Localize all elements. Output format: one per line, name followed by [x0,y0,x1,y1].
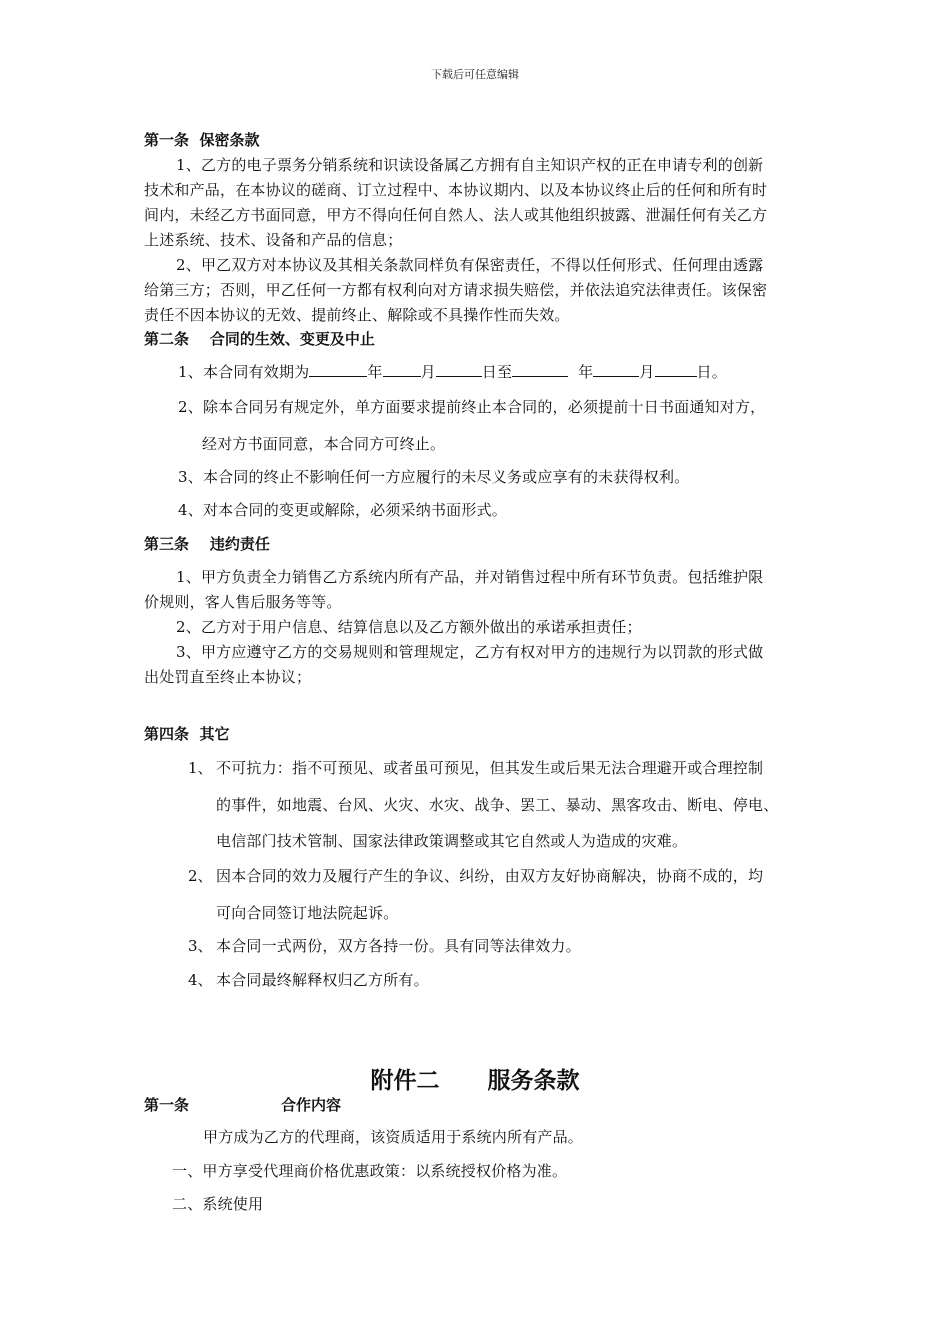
article-1-line: 责任不因本协议的无效、提前终止、解除或不具操作性而失效。 [144,306,570,324]
article-4-line: 不可抗力：指不可预见、或者虽可预见，但其发生或后果无法合理避开或合理控制 [216,759,764,777]
article-3-title: 第三条 违约责任 [144,535,270,553]
day-to-label: 日至 [481,363,513,381]
article-2-line: 经对方书面同意，本合同方可终止。 [202,435,446,453]
article-1-line: 1、乙方的电子票务分销系统和识读设备属乙方拥有自主知识产权的正在申请专利的创新 [176,156,764,174]
item-number: 1、 [188,759,213,777]
article-1-line: 技术和产品，在本协议的磋商、订立过程中、本协议期内、以及本协议终止后的任何和所有时 [144,181,768,199]
page-header: 下载后可任意编辑 [431,68,519,81]
article-4-line: 本合同最终解释权归乙方所有。 [216,971,429,989]
end-day-blank [655,362,697,377]
article-3-line: 价规则，客人售后服务等等。 [144,593,342,611]
year-label-2: 年 [578,363,594,381]
annex-title: 附件二 服务条款 [370,1068,580,1094]
article-2-line: 4、对本合同的变更或解除，必须采纳书面形式。 [178,501,507,519]
day-end-label: 日。 [696,363,727,381]
article-2-line: 2、除本合同另有规定外，单方面要求提前终止本合同的，必须提前十日书面通知对方， [178,398,766,416]
article-3-line: 出处罚直至终止本协议； [144,668,312,686]
article-4-title: 第四条 其它 [144,725,230,743]
article-3-line: 1、甲方负责全力销售乙方系统内所有产品，并对销售过程中所有环节负责。包括维护限 [176,568,764,586]
article-1-line: 上述系统、技术、设备和产品的信息； [144,231,403,249]
item-number: 3、 [188,937,213,955]
validity-prefix: 1、本合同有效期为 [178,363,310,381]
annex-article-1-title: 第一条 [144,1096,190,1114]
article-4-line: 可向合同签订地法院起诉。 [216,904,399,922]
start-year-blank [309,362,367,377]
month-label-2: 月 [639,363,655,381]
article-4-line: 电信部门技术管制、国家法律政策调整或其它自然或人为造成的灾难。 [216,832,688,850]
annex-line: 二、系统使用 [172,1195,264,1213]
validity-line [178,361,727,382]
article-4-line: 本合同一式两份，双方各持一份。具有同等法律效力。 [216,937,581,955]
end-year-blank [512,362,568,377]
article-2-title: 第二条 合同的生效、变更及中止 [144,330,375,348]
month-label: 月 [420,363,436,381]
annex-line: 甲方成为乙方的代理商，该资质适用于系统内所有产品。 [203,1128,584,1146]
article-1-line: 间内，未经乙方书面同意，甲方不得向任何自然人、法人或其他组织披露、泄漏任何有关乙方 [144,206,768,224]
year-label: 年 [367,363,383,381]
article-3-line: 2、乙方对于用户信息、结算信息以及乙方额外做出的承诺承担责任； [176,618,642,636]
article-3-line: 3、甲方应遵守乙方的交易规则和管理规定，乙方有权对甲方的违规行为以罚款的形式做 [176,643,764,661]
article-2-line: 3、本合同的终止不影响任何一方应履行的未尽义务或应享有的未获得权利。 [178,468,690,486]
start-day-blank [436,362,482,377]
end-month-blank [593,362,639,377]
article-4-line: 因本合同的效力及履行产生的争议、纠纷，由双方友好协商解决，协商不成的，均 [216,867,764,885]
article-1-line: 给第三方；否则，甲乙任何一方都有权利向对方请求损失赔偿，并依法追究法律责任。该保密 [144,281,768,299]
article-1-line: 2、甲乙双方对本协议及其相关条款同样负有保密责任，不得以任何形式、任何理由透露 [176,256,764,274]
item-number: 4、 [188,971,213,989]
item-number: 2、 [188,867,213,885]
start-month-blank [383,362,421,377]
annex-article-1-subtitle: 合作内容 [281,1096,342,1114]
article-1-title: 第一条 保密条款 [144,131,260,149]
article-4-line: 的事件，如地震、台风、火灾、水灾、战争、罢工、暴动、黑客攻击、断电、停电、 [216,796,779,814]
annex-line: 一、甲方享受代理商价格优惠政策：以系统授权价格为准。 [172,1162,568,1180]
